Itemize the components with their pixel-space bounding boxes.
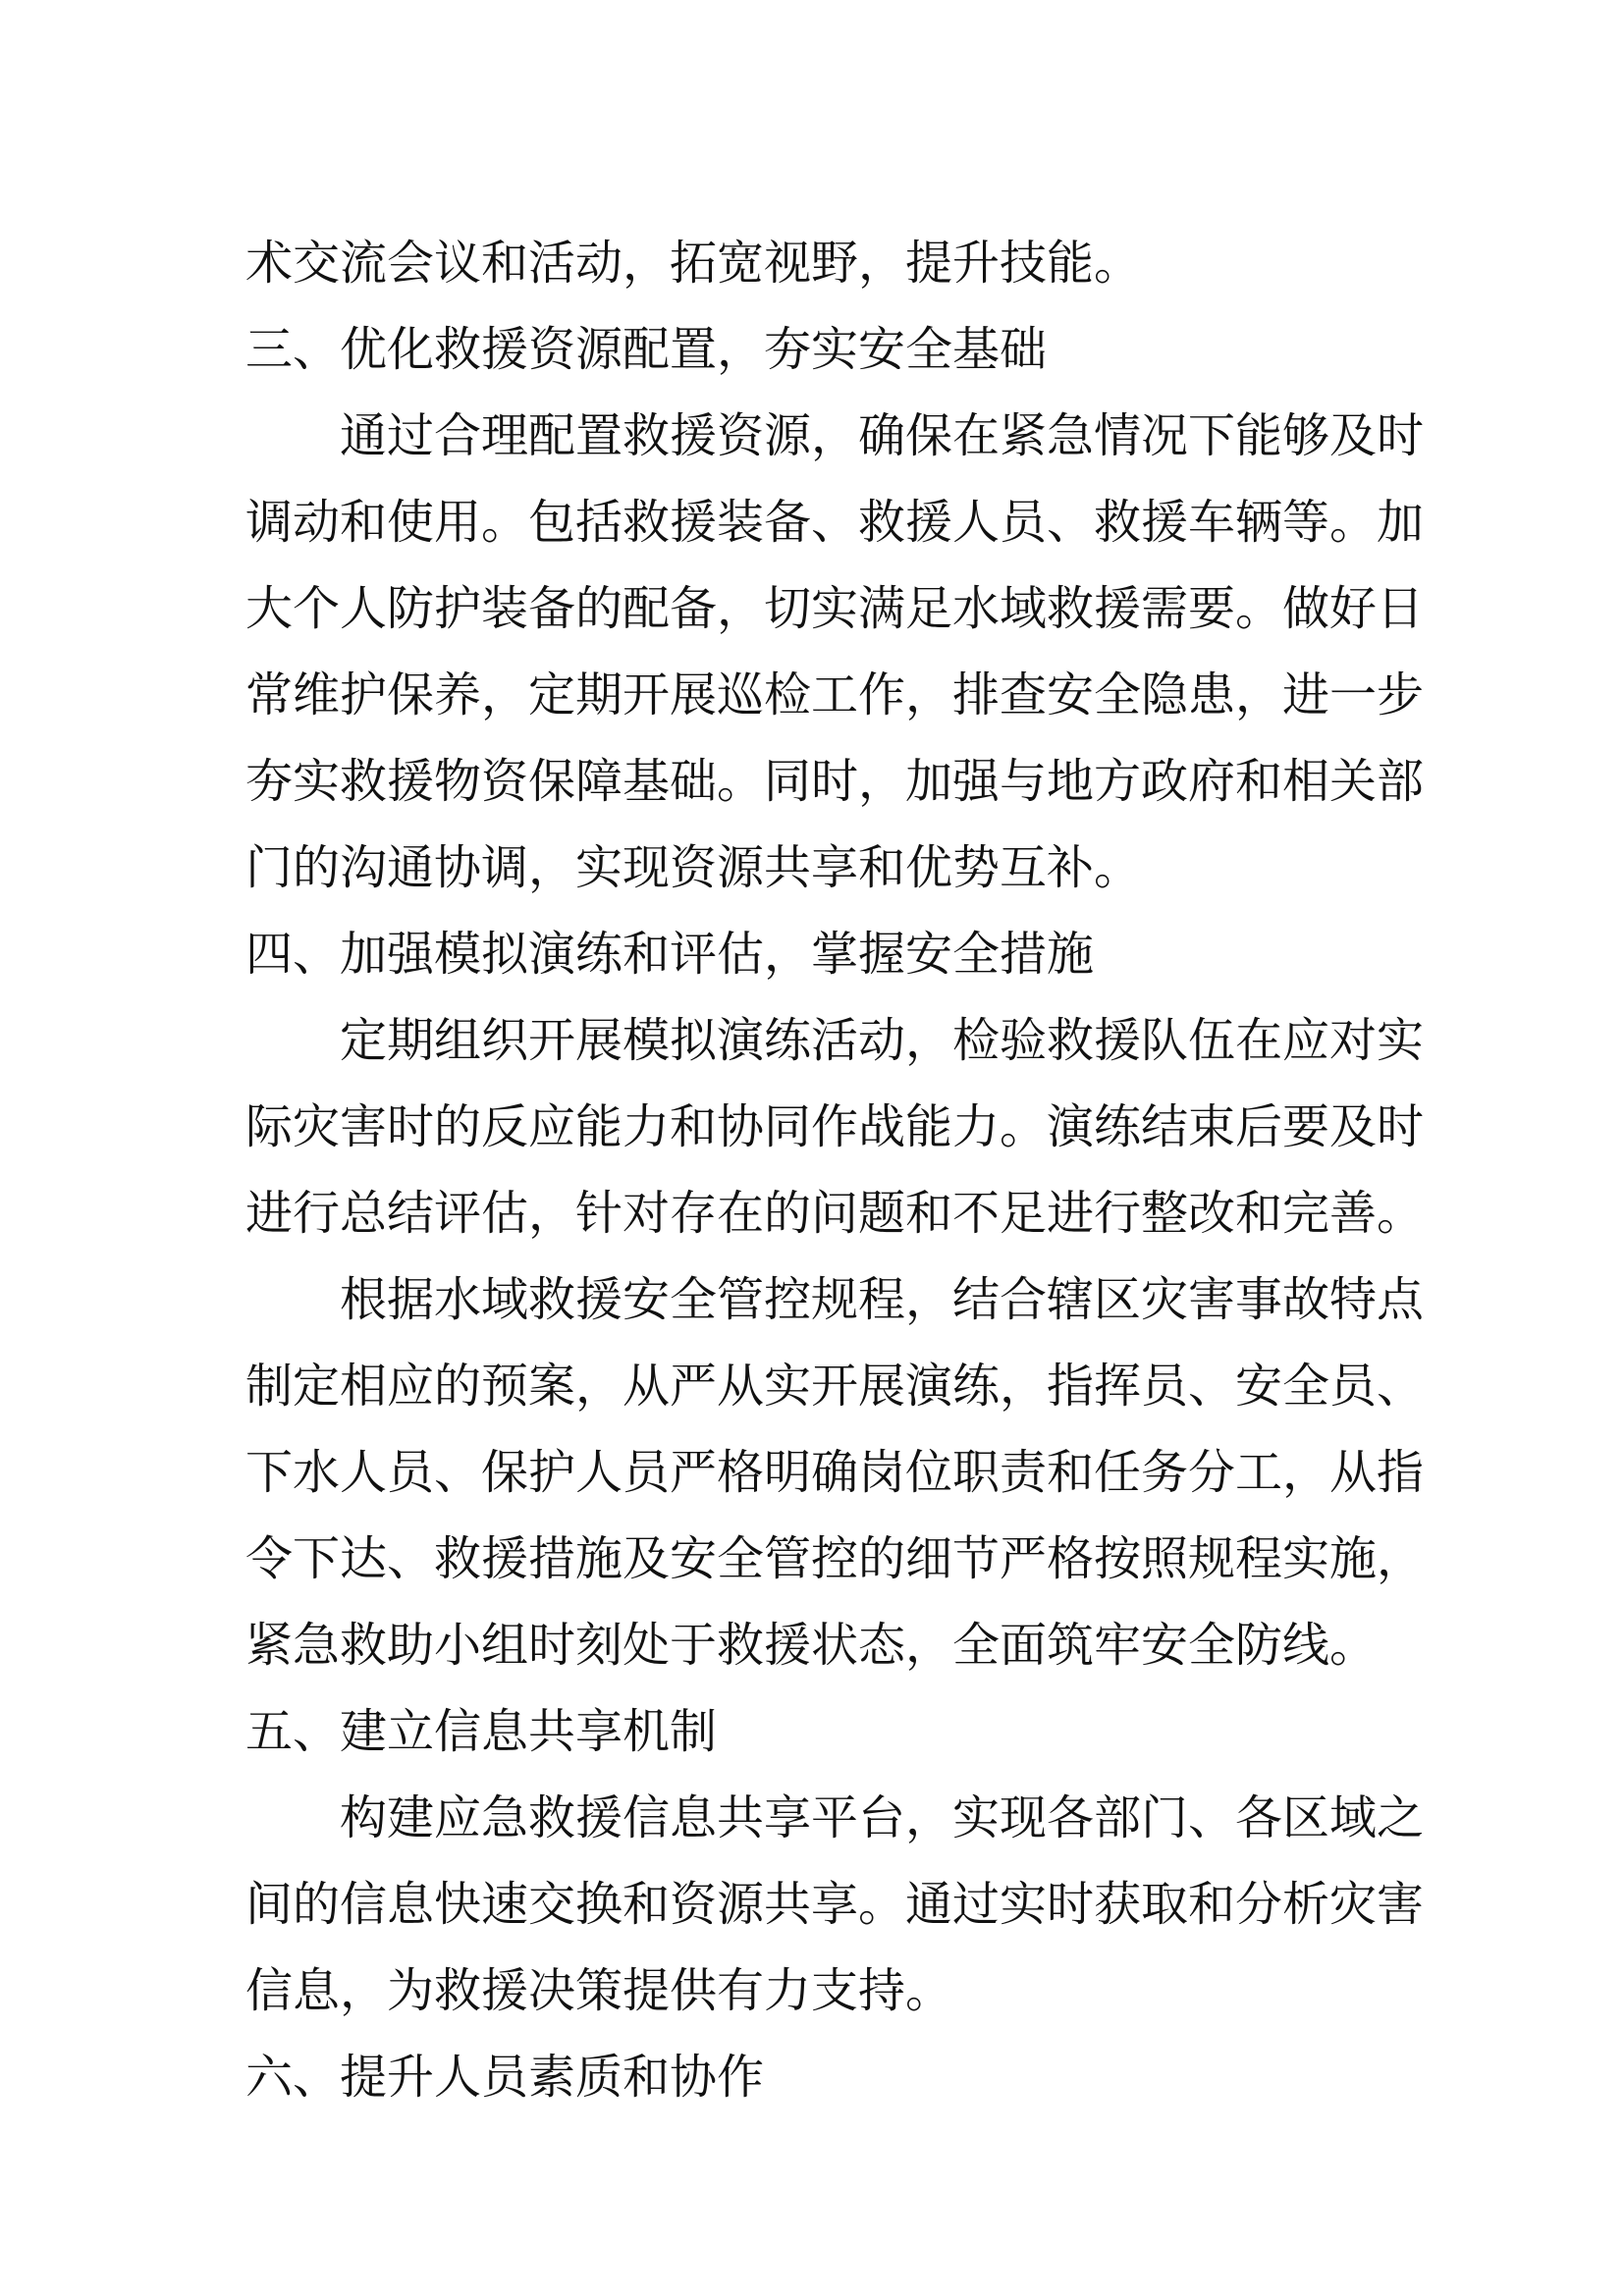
section-heading: 五、建立信息共享机制: [245, 1704, 718, 1759]
text-line: 调动和使用。包括救援装备、救援人员、救援车辆等。加: [245, 495, 1425, 550]
paragraph-first-line: 构建应急救援信息共享平台，实现各部门、各区域之: [340, 1790, 1425, 1845]
text-line: 制定相应的预案，从严从实开展演练，指挥员、安全员、: [245, 1359, 1425, 1414]
text-line: 下水人员、保护人员严格明确岗位职责和任务分工，从指: [245, 1445, 1425, 1500]
text-line: 门的沟通协调，实现资源共享和优势互补。: [245, 840, 1142, 895]
paragraph-first-line: 定期组织开展模拟演练活动，检验救援队伍在应对实: [340, 1013, 1425, 1068]
text-line: 术交流会议和活动，拓宽视野，提升技能。: [245, 236, 1142, 291]
text-line: 令下达、救援措施及安全管控的细节严格按照规程实施，: [245, 1531, 1425, 1586]
text-line: 夯实救援物资保障基础。同时，加强与地方政府和相关部: [245, 754, 1425, 809]
text-line: 大个人防护装备的配备，切实满足水域救援需要。做好日: [245, 581, 1425, 636]
paragraph-first-line: 根据水域救援安全管控规程，结合辖区灾害事故特点: [340, 1272, 1425, 1327]
text-line: 间的信息快速交换和资源共享。通过实时获取和分析灾害: [245, 1877, 1425, 1932]
section-heading: 六、提升人员素质和协作: [245, 2050, 765, 2105]
text-line: 常维护保养，定期开展巡检工作，排查安全隐患，进一步: [245, 667, 1425, 722]
document-body: [245, 220, 1425, 2120]
text-line: 际灾害时的反应能力和协同作战能力。演练结束后要及时: [245, 1099, 1425, 1154]
section-heading: 四、加强模拟演练和评估，掌握安全措施: [245, 927, 1095, 982]
section-heading: 三、优化救援资源配置，夯实安全基础: [245, 322, 1048, 377]
paragraph-first-line: 通过合理配置救援资源，确保在紧急情况下能够及时: [340, 408, 1425, 463]
text-line: 进行总结评估，针对存在的问题和不足进行整改和完善。: [245, 1186, 1425, 1241]
text-line: 信息，为救援决策提供有力支持。: [245, 1963, 953, 2018]
text-line: 紧急救助小组时刻处于救援状态，全面筑牢安全防线。: [245, 1618, 1378, 1673]
